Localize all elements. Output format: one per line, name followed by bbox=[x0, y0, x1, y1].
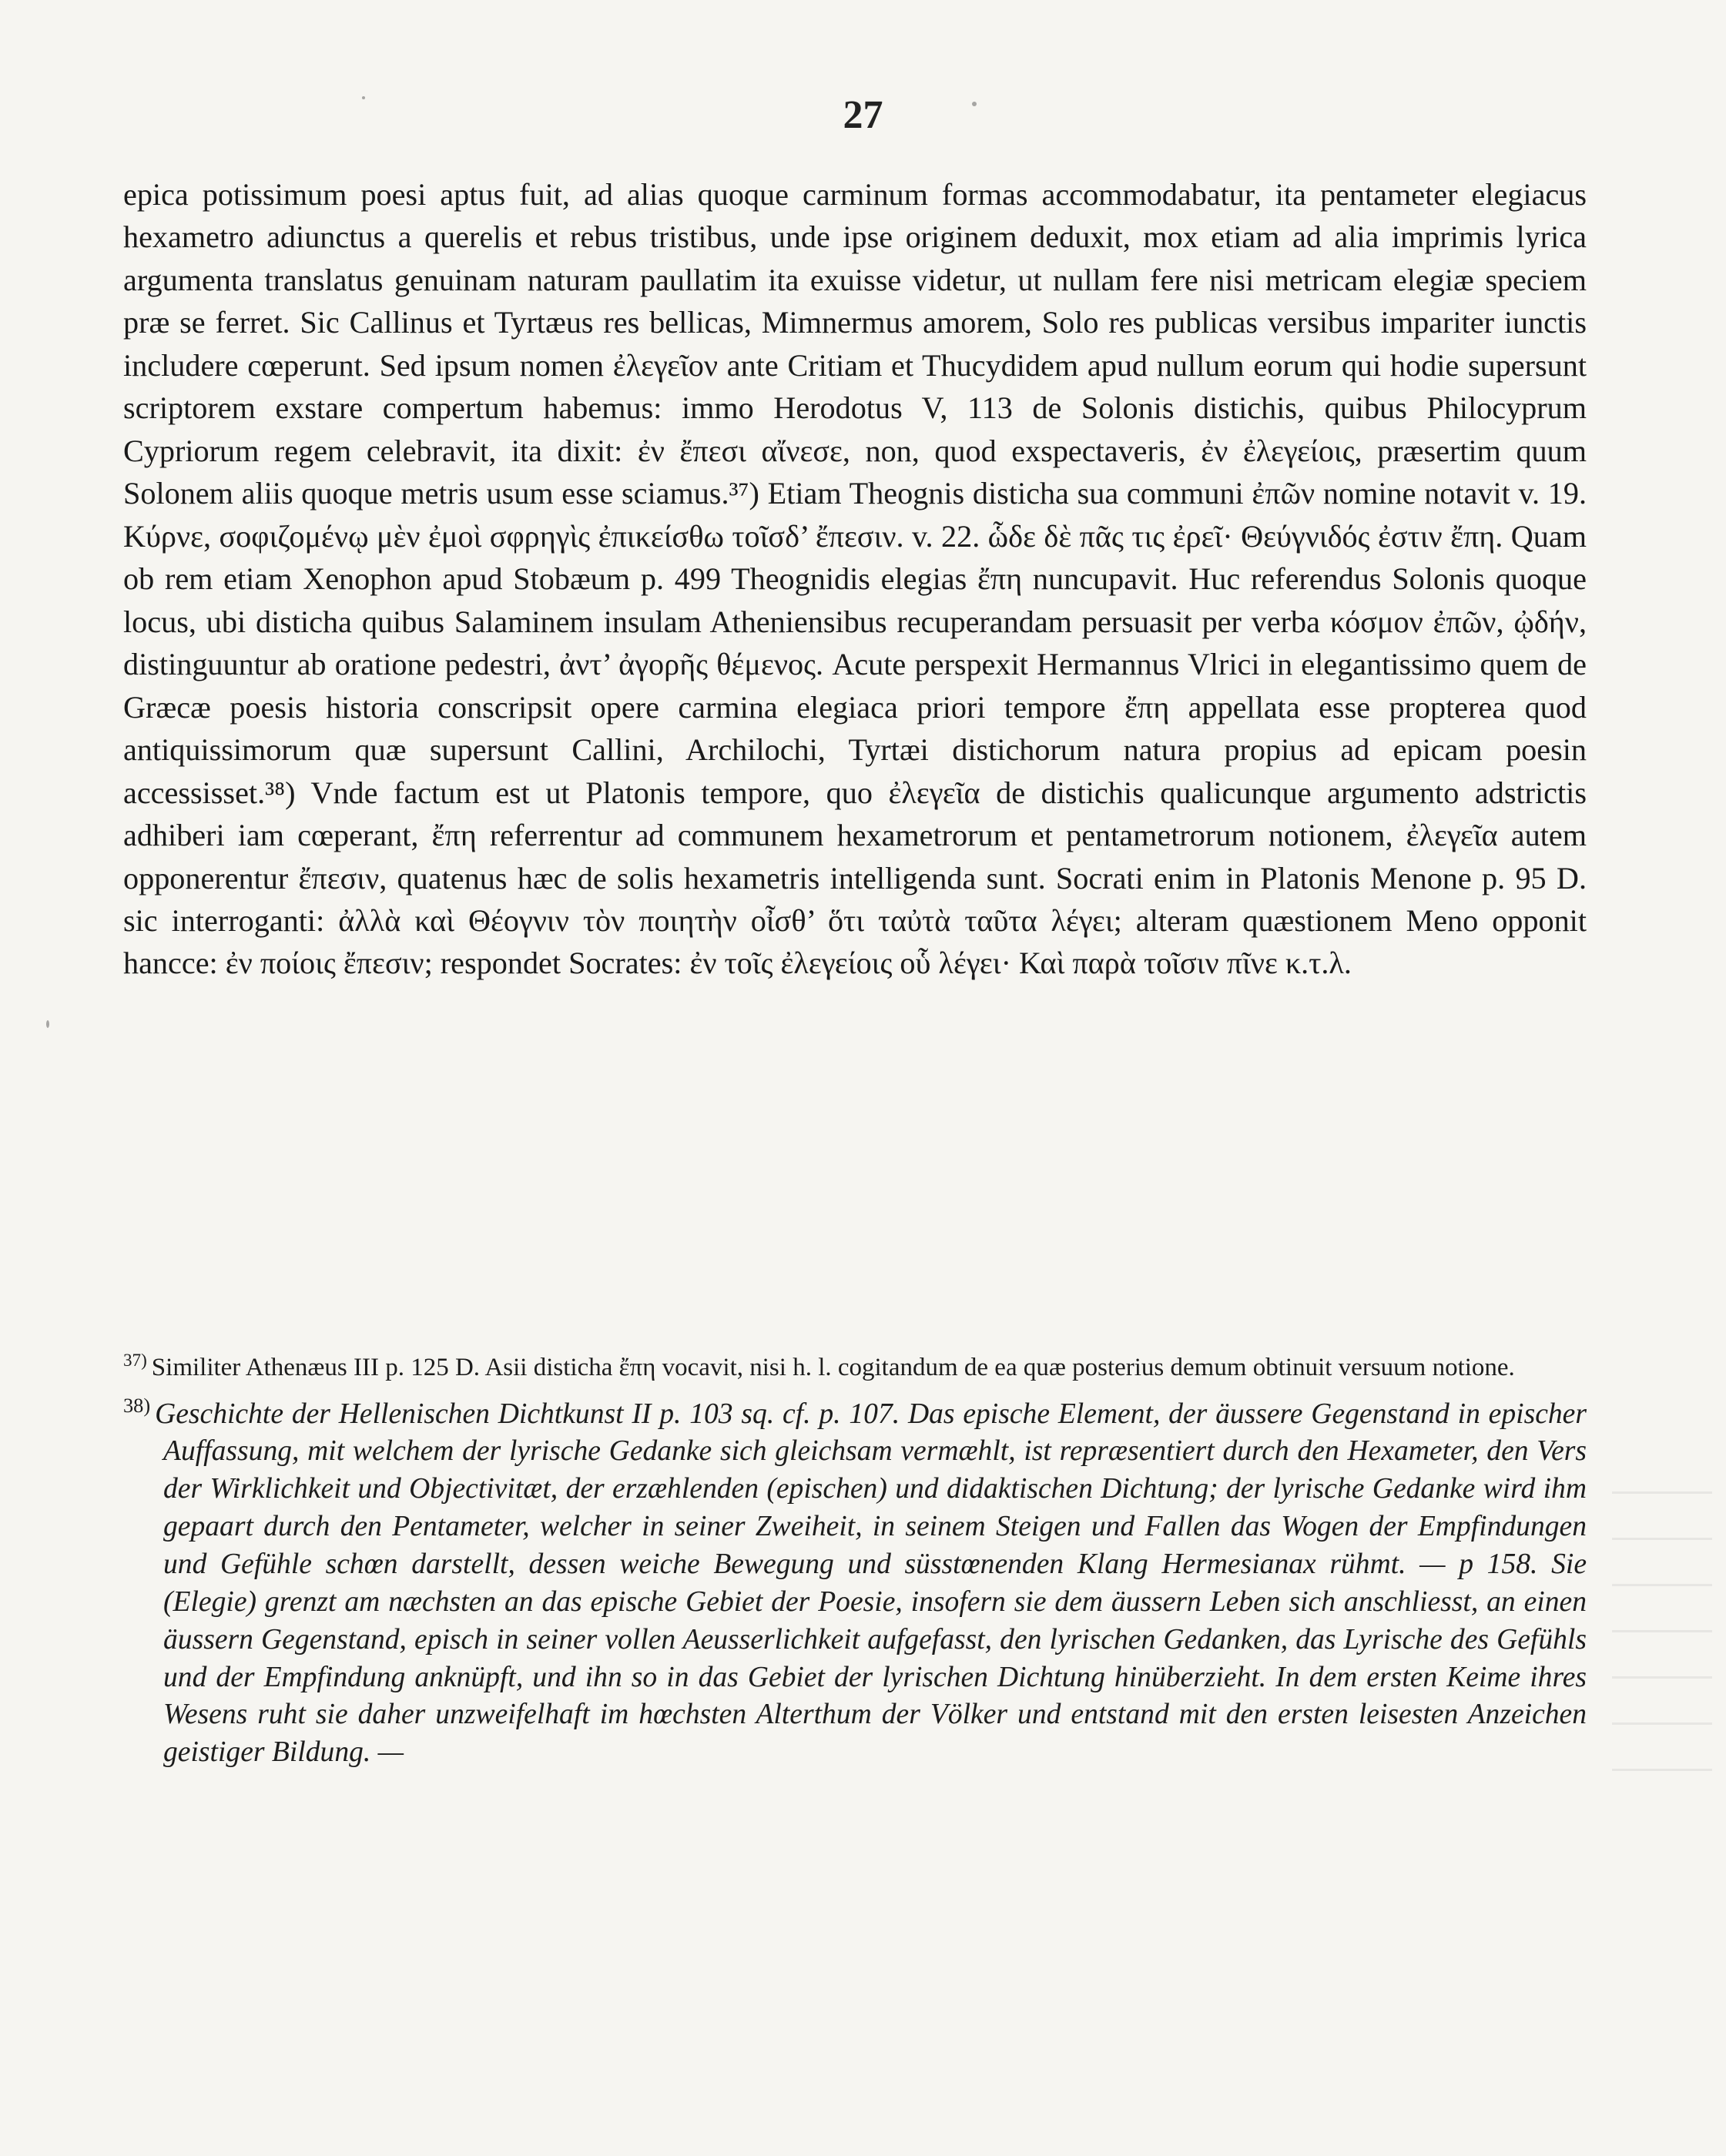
paper-speck bbox=[46, 1020, 49, 1028]
main-paragraph: epica potissimum poesi aptus fuit, ad alias quoque carminum formas accommodabatur, ita pentameter elegiacus hexametro adiunctus a querelis et rebus tristibus, unde ipse originem deduxit, mox etiam ad alia imprimis lyrica argumenta translatus genuinam naturam paullatim ita exuisse videtur, ut nullam fere nisi metricam elegiæ speciem præ se ferret. Sic Callinus et Tyrtæus res bellicas, Mimnermus amorem, Solo res publicas versibus impariter iunctis includere cœperunt. Sed ipsum nomen ἐλεγεῖον ante Critiam et Thucydidem apud nullum eorum qui hodie supersunt scriptorem exstare compertum habemus: immo Herodotus V, 113 de Solonis distichis, quibus Philocyprum Cypriorum regem celebravit, ita dixit: ἐν ἔπεσι αἴνεσε, non, quod exspectaveris, ἐν ἐλεγείοις, præsertim quum Solonem aliis quoque metris usum esse sciamus.³⁷) Etiam Theognis disticha sua communi ἐπῶν nomine notavit v. 19. Κύρνε, σοφιζομένῳ μὲν ἐμοὶ σφρηγὶς ἐπικείσθω τοῖσδ’ ἔπεσιν. v. 22. ὧδε δὲ πᾶς τις ἐρεῖ· Θεύγνιδός ἐστιν ἔπη. Quam ob rem etiam Xenophon apud Stobæum p. 499 Theognidis elegias ἔπη nuncupavit. Huc referendus Solonis quoque locus, ubi disticha quibus Salaminem insulam Atheniensibus recuperandam persuasit per verba κόσμον ἐπῶν, ᾠδήν, distinguuntur ab oratione pedestri, ἀντ’ ἀγορῆς θέμενος. Acute perspexit Hermannus Vlrici in elegantissimo quem de Græcæ poesis historia conscripsit opere carmina elegiaca priori tempore ἔπη appellata esse propterea quod antiquissimorum quæ supersunt Callini, Archilochi, Tyrtæi distichorum natura propius ad epicam poesin accessisset.³⁸) Vnde factum est ut Platonis tempore, quo ἐλεγεῖα de distichis qualicunque argumento adstrictis adhiberi iam cœperant, ἔπη referrentur ad communem hexametrorum et pentametrorum notionem, ἐλεγεῖα autem opponerentur ἔπεσιν, quatenus hæc de solis hexametris intelligenda sunt. Socrati enim in Platonis Menone p. 95 D. sic interroganti: ἀλλὰ καὶ Θέογνιν τὸν ποιητὴν οἶσθ’ ὅτι ταὐτὰ ταῦτα λέγει; alteram quæstionem Meno opponit hancce: ἐν ποίοις ἔπεσιν; respondet Socrates: ἐν τοῖς ἐλεγείοις οὗ λέγει· Καὶ παρὰ τοῖσιν πῖνε κ.τ.λ. bbox=[123, 177, 1587, 981]
page-number: 27 bbox=[843, 93, 883, 137]
main-text-block bbox=[123, 173, 1587, 985]
paper-speck bbox=[972, 102, 977, 106]
footnote-37 bbox=[123, 1351, 1587, 1385]
footnote-37-mark: 37) bbox=[123, 1350, 147, 1370]
show-through-ink bbox=[1612, 1478, 1712, 1771]
paper-speck bbox=[362, 96, 365, 99]
footnote-37-text: Similiter Athenæus III p. 125 D. Asii disticha ἔπη vocavit, nisi h. l. cogitandum de ea quæ posterius demum obtinuit versuum notione. bbox=[151, 1354, 1515, 1381]
footnote-38 bbox=[123, 1396, 1587, 1773]
footnote-38-text: Geschichte der Hellenischen Dichtkunst II p. 103 sq. cf. p. 107. Das epische Element, der äussere Gegenstand in epischer Auffassung, mit welchem der lyrische Gedanke sich gleichsam vermæhlt, ist repræsentiert durch den Hexameter, den Vers der Wirklichkeit und Objectivitæt, der erzæhlenden (epischen) und didaktischen Dichtung; der lyrische Gedanke wird ihm gepaart durch den Pentameter, welcher in seiner Zweiheit, in seinem Steigen und Fallen das Wogen der Empfindungen und Gefühle schœn darstellt, dessen weiche Bewegung und süsstœnenden Klang Hermesianax rühmt. — p 158. Sie (Elegie) grenzt am næchsten an das epische Gebiet der Poesie, insofern sie dem äussern Leben sich anschliesst, an einen äussern Gegenstand, episch in seiner vollen Aeusserlichkeit aufgefasst, den lyrischen Gedanken, das Lyrische des Gefühls und der Empfindung anknüpft, und ihn so in das Gebiet der lyrischen Dichtung hinüberzieht. In dem ersten Keime ihres Wesens ruht sie daher unzweifelhaft im hœchsten Alterthum der Völker und entstand mit den ersten leisesten Anzeichen geistiger Bildung. — bbox=[155, 1398, 1587, 1769]
footnote-38-mark: 38) bbox=[123, 1394, 151, 1418]
footnotes bbox=[123, 1351, 1587, 1783]
